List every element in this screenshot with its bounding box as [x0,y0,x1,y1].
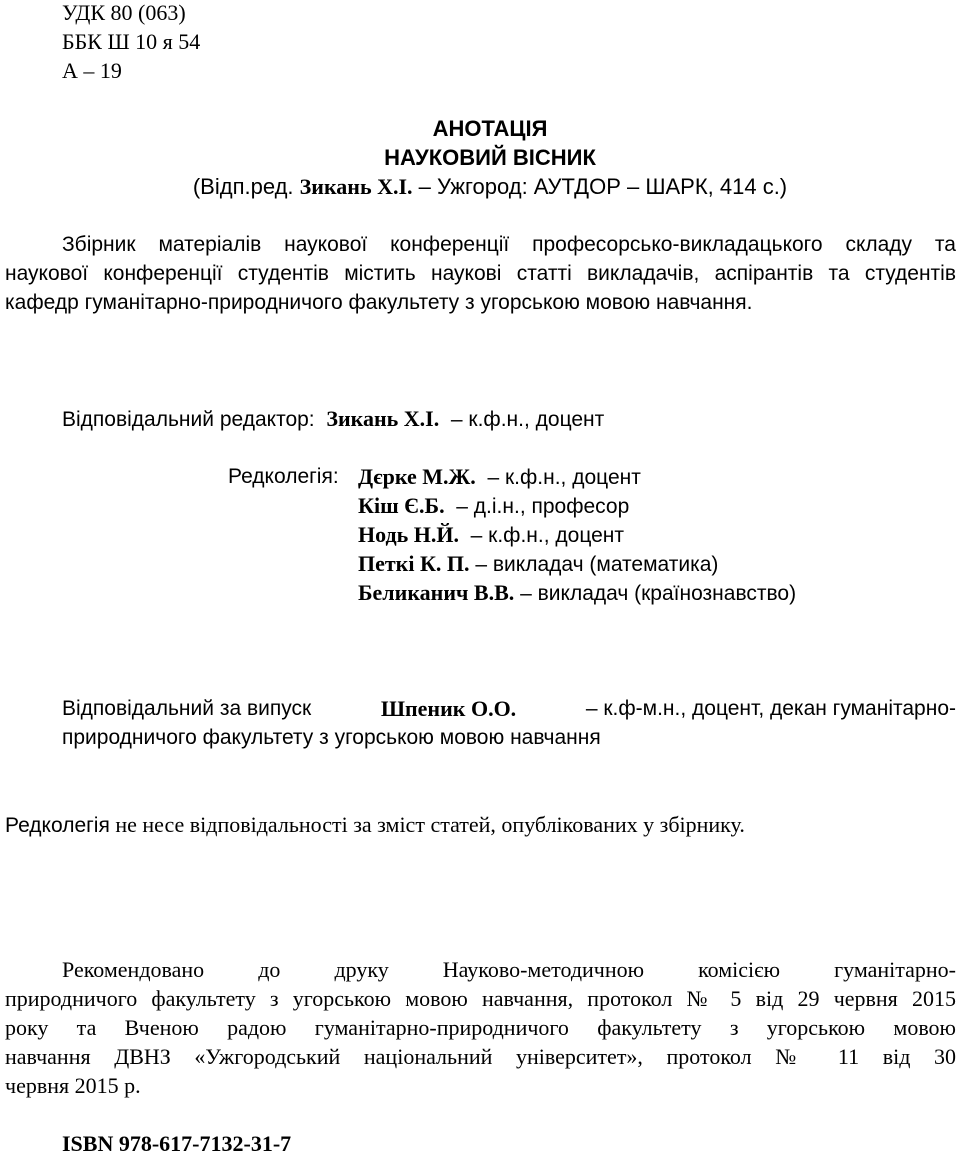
udk-code: УДК 80 (063) [62,0,186,25]
recommendation-line-5: червня 2015 р. [5,1073,141,1098]
board-member-row [358,551,718,578]
abstract-line-3: кафедр гуманітарно-природничого факультету з угорською мовою навчання. [5,291,753,314]
author-code: А – 19 [62,58,122,83]
publisher-prefix: (Відп.ред. [192,174,300,199]
board-label: Редколегія: [228,465,339,488]
isbn: ISBN 978-617-7132-31-7 [62,1131,292,1156]
board-member-name: Петкі К. П. [358,551,470,576]
recommendation-line-3: року та Вченою радою гуманітарно-природничого факультету з угорською мовою [5,1015,956,1040]
recommendation-line-1: Рекомендовано до друку Науково-методичною комісією гуманітарно- [62,957,956,982]
board-member-row [358,464,641,491]
release-line-2: природничого факультету з угорською мовою навчання [62,726,601,749]
recommendation-line-4: навчання ДВНЗ «Ужгородський національний університет», протокол № 11 від 30 [5,1044,956,1069]
disclaimer-text: не несе відповідальності за зміст статей, опублікованих у збірнику. [109,812,745,837]
disclaimer [5,812,745,839]
board-member-row [358,580,796,607]
board-member-name: Дєрке М.Ж. [358,464,476,489]
board-member-name: Беликанич В.В. [358,580,515,605]
release-name: Шпеник О.О. [380,696,517,721]
publisher-suffix: – Ужгород: АУТДОР – ШАРК, 414 с.) [412,174,788,199]
release-line-1 [62,696,956,722]
board-member-details: – к.ф.н., доцент [470,524,625,547]
abstract-line-2: наукової конференції студентів містить наукові статті викладачів, аспірантів та студентів [5,262,956,285]
board-member-row [358,493,629,520]
board-member-name: Нодь Н.Й. [358,522,459,547]
board-member-row [358,522,624,549]
release-label: Відповідальний за випуск [62,697,312,720]
bulletin-title: НАУКОВИЙ ВІСНИК [384,145,596,170]
publisher-editor: Зикань Х.І. [299,174,413,199]
board-member-details: – к.ф.н., доцент [487,466,641,489]
bbk-code: ББК Ш 10 я 54 [62,29,201,54]
editor-label: Відповідальний редактор: [62,408,315,431]
recommendation-line-2: природничого факультету з угорською мовою навчання, протокол № 5 від 29 червня 2015 [5,986,956,1011]
release-details: – к.ф-м.н., доцент, декан гуманітарно- [585,697,956,720]
editor-details: – к.ф.н., доцент [450,408,605,431]
abstract-line-1: Збірник матеріалів наукової конференції професорсько-викладацького складу та [62,233,956,256]
annotation-title: АНОТАЦІЯ [432,116,548,141]
disclaimer-prefix: Редколегія [5,814,110,837]
board-member-details: – викладач (математика) [475,553,719,576]
board-member-name: Кіш Є.Б. [358,493,445,518]
board-member-details: – викладач (країнознавство) [520,582,797,605]
board-member-details: – д.і.н., професор [456,495,630,518]
publisher-line [0,174,960,200]
editor-name: Зикань Х.І. [326,406,440,431]
editor-line [62,406,604,433]
